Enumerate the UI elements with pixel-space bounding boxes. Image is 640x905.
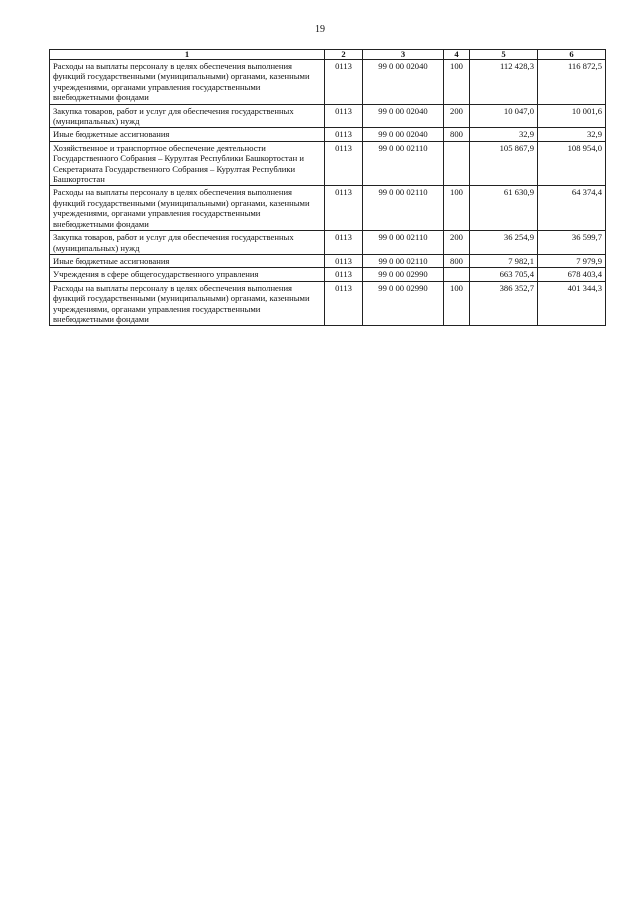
- row-type: 800: [444, 128, 470, 141]
- row-value-1: 105 867,9: [470, 141, 538, 186]
- row-article: 99 0 00 02040: [363, 60, 444, 105]
- row-name: Расходы на выплаты персоналу в целях обеспечения выполнения функций государственными (муниципальными) органами, казенными учреждениями, органами управления государственными внебюджетными фондами: [50, 186, 325, 231]
- row-article: 99 0 00 02110: [363, 141, 444, 186]
- row-name: Закупка товаров, работ и услуг для обеспечения государственных (муниципальных) нужд: [50, 231, 325, 255]
- table-row: [50, 231, 606, 255]
- table-row: [50, 104, 606, 128]
- table-row: [50, 186, 606, 231]
- row-section: 0113: [325, 141, 363, 186]
- row-section: 0113: [325, 186, 363, 231]
- row-article: 99 0 00 02110: [363, 254, 444, 267]
- row-article: 99 0 00 02110: [363, 186, 444, 231]
- row-type: 100: [444, 60, 470, 105]
- row-name: Хозяйственное и транспортное обеспечение деятельности Государственного Собрания – Курултая Республики Башкортостан и Секретариата Государственного Собрания – Курултая Республики Башкортостан: [50, 141, 325, 186]
- row-value-2: 36 599,7: [538, 231, 606, 255]
- row-value-1: 32,9: [470, 128, 538, 141]
- row-name: Иные бюджетные ассигнования: [50, 254, 325, 267]
- table-row: [50, 128, 606, 141]
- row-value-2: 116 872,5: [538, 60, 606, 105]
- row-name: Закупка товаров, работ и услуг для обеспечения государственных (муниципальных) нужд: [50, 104, 325, 128]
- row-value-2: 32,9: [538, 128, 606, 141]
- row-value-1: 386 352,7: [470, 281, 538, 326]
- row-section: 0113: [325, 60, 363, 105]
- row-name: Расходы на выплаты персоналу в целях обеспечения выполнения функций государственными (муниципальными) органами, казенными учреждениями, органами управления государственными внебюджетными фондами: [50, 281, 325, 326]
- row-value-2: 64 374,4: [538, 186, 606, 231]
- column-header-3: 3: [363, 50, 444, 60]
- row-section: 0113: [325, 254, 363, 267]
- table-row: [50, 281, 606, 326]
- row-article: 99 0 00 02040: [363, 104, 444, 128]
- page-number: 19: [315, 24, 325, 35]
- row-name: Расходы на выплаты персоналу в целях обеспечения выполнения функций государственными (муниципальными) органами, казенными учреждениями, органами управления государственными внебюджетными фондами: [50, 60, 325, 105]
- column-header-4: 4: [444, 50, 470, 60]
- row-section: 0113: [325, 281, 363, 326]
- row-name: Иные бюджетные ассигнования: [50, 128, 325, 141]
- row-section: 0113: [325, 231, 363, 255]
- row-value-2: 10 001,6: [538, 104, 606, 128]
- row-type: 100: [444, 186, 470, 231]
- column-header-1: 1: [50, 50, 325, 60]
- row-article: 99 0 00 02990: [363, 268, 444, 281]
- column-header-5: 5: [470, 50, 538, 60]
- row-section: 0113: [325, 128, 363, 141]
- row-value-1: 7 982,1: [470, 254, 538, 267]
- row-value-1: 663 705,4: [470, 268, 538, 281]
- row-type: 100: [444, 281, 470, 326]
- row-value-1: 36 254,9: [470, 231, 538, 255]
- table-row: [50, 268, 606, 281]
- table-row: [50, 254, 606, 267]
- row-type: [444, 141, 470, 186]
- row-type: 200: [444, 231, 470, 255]
- table-row: [50, 60, 606, 105]
- row-name: Учреждения в сфере общегосударственного управления: [50, 268, 325, 281]
- row-value-2: 678 403,4: [538, 268, 606, 281]
- row-value-2: 401 344,3: [538, 281, 606, 326]
- row-type: 200: [444, 104, 470, 128]
- row-value-1: 112 428,3: [470, 60, 538, 105]
- row-value-1: 10 047,0: [470, 104, 538, 128]
- row-section: 0113: [325, 268, 363, 281]
- row-value-1: 61 630,9: [470, 186, 538, 231]
- row-type: 800: [444, 254, 470, 267]
- row-value-2: 7 979,9: [538, 254, 606, 267]
- row-value-2: 108 954,0: [538, 141, 606, 186]
- row-article: 99 0 00 02990: [363, 281, 444, 326]
- budget-table: [49, 49, 606, 326]
- row-type: [444, 268, 470, 281]
- column-header-2: 2: [325, 50, 363, 60]
- row-article: 99 0 00 02110: [363, 231, 444, 255]
- table-row: [50, 141, 606, 186]
- table-header-row: [50, 50, 606, 60]
- column-header-6: 6: [538, 50, 606, 60]
- row-article: 99 0 00 02040: [363, 128, 444, 141]
- row-section: 0113: [325, 104, 363, 128]
